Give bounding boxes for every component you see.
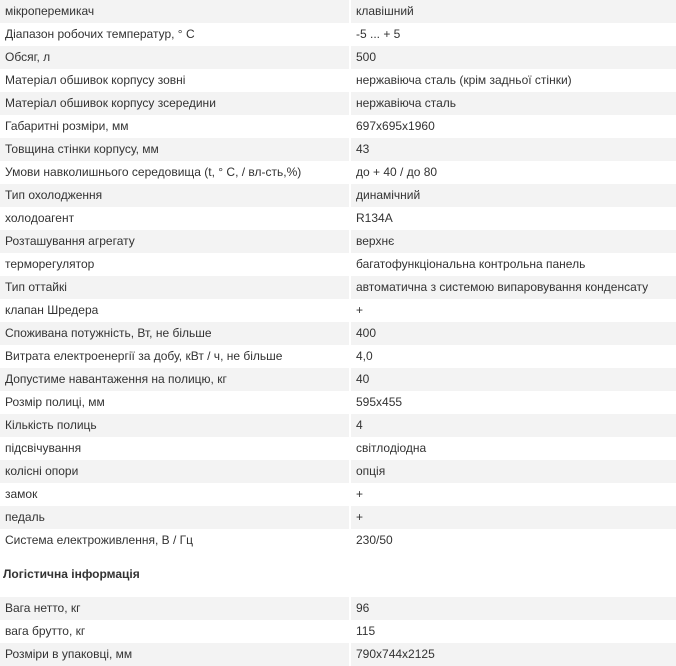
spec-name-cell: колісні опори: [0, 460, 349, 483]
spec-name-cell: Товщина стінки корпусу, мм: [0, 138, 349, 161]
spec-value-cell: -5 ... + 5: [356, 27, 401, 41]
table-row: [0, 207, 676, 230]
spec-name-cell: Кількість полиць: [0, 414, 349, 437]
spec-value-cell: +: [351, 506, 676, 529]
spec-value-cell: 697x695x1960: [356, 119, 435, 133]
table-row: [0, 0, 676, 23]
spec-value-cell: до + 40 / до 80: [356, 165, 438, 179]
table-row: [0, 437, 676, 460]
table-row: [0, 23, 676, 46]
logistics-rows: [0, 597, 676, 666]
table-row: [0, 345, 676, 368]
logistics-section-title: Логістична інформація: [3, 567, 140, 581]
spec-name-cell: Розташування агрегату: [0, 230, 349, 253]
spec-value-cell: нержавіюча сталь (крім задньої стінки): [356, 73, 572, 87]
table-row: [0, 299, 676, 322]
spec-name-cell: Витрата електроенергії за добу, кВт / ч, не більше: [5, 349, 283, 363]
table-row: [0, 368, 676, 391]
spec-name-cell: педаль: [0, 506, 349, 529]
spec-value-cell: 4: [351, 414, 676, 437]
spec-value-cell: клавішний: [351, 0, 676, 23]
spec-value-cell: динамічний: [351, 184, 676, 207]
table-row: [0, 483, 676, 506]
spec-value-cell: автоматична з системою випаровування конденсату: [351, 276, 676, 299]
spec-value-cell: 4,0: [356, 349, 373, 363]
spec-value-cell: нержавіюча сталь: [351, 92, 676, 115]
table-row: [0, 414, 676, 437]
spec-name-cell: Розміри в упаковці, мм: [0, 643, 349, 666]
spec-name-cell: Матеріал обшивок корпусу зсередини: [0, 92, 349, 115]
spec-value-cell: 96: [351, 597, 676, 620]
spec-name-cell: вага брутто, кг: [5, 624, 86, 638]
spec-value-cell: 230/50: [356, 533, 393, 547]
spec-name-cell: Вага нетто, кг: [0, 597, 349, 620]
table-row: [0, 276, 676, 299]
table-row: [0, 161, 676, 184]
spec-name-cell: Умови навколишнього середовища (t, ° C, / вл-сть,%): [5, 165, 302, 179]
spec-name-cell: замок: [5, 487, 38, 501]
table-row: [0, 620, 676, 643]
table-row: [0, 46, 676, 69]
table-row: [0, 506, 676, 529]
spec-value-cell: 595x455: [356, 395, 403, 409]
spec-value-cell: 115: [356, 624, 376, 638]
spec-name-cell: Тип охолодження: [0, 184, 349, 207]
spec-name-cell: Розмір полиці, мм: [5, 395, 105, 409]
spec-value-cell: 40: [351, 368, 676, 391]
spec-value-cell: світлодіодна: [356, 441, 427, 455]
spec-value-cell: багатофункціональна контрольна панель: [356, 257, 586, 271]
spec-name-cell: холодоагент: [5, 211, 75, 225]
spec-value-cell: 43: [351, 138, 676, 161]
table-row: [0, 69, 676, 92]
table-row: [0, 529, 676, 552]
table-row: [0, 597, 676, 620]
spec-value-cell: 400: [351, 322, 676, 345]
spec-value-cell: 790x744x2125: [351, 643, 676, 666]
table-row: [0, 138, 676, 161]
spec-name-cell: підсвічування: [5, 441, 82, 455]
spec-name-cell: Обсяг, л: [0, 46, 349, 69]
table-row: [0, 92, 676, 115]
spec-name-cell: Діапазон робочих температур, ° С: [5, 27, 195, 41]
spec-value-cell: опція: [351, 460, 676, 483]
spec-name-cell: Система електроживлення, В / Гц: [5, 533, 194, 547]
spec-name-cell: клапан Шредера: [5, 303, 99, 317]
table-row: [0, 115, 676, 138]
table-row: [0, 230, 676, 253]
spec-value-cell: +: [356, 487, 364, 501]
spec-name-cell: Матеріал обшивок корпусу зовні: [5, 73, 186, 87]
table-row: [0, 391, 676, 414]
table-row: [0, 322, 676, 345]
spec-value-cell: R134A: [356, 211, 393, 225]
spec-value-cell: верхнє: [351, 230, 676, 253]
table-row: [0, 184, 676, 207]
spec-name-cell: Споживана потужність, Вт, не більше: [0, 322, 349, 345]
spec-name-cell: Габаритні розміри, мм: [5, 119, 129, 133]
spec-name-cell: мікроперемикач: [0, 0, 349, 23]
table-row: [0, 460, 676, 483]
spec-name-cell: Тип оттайкі: [0, 276, 349, 299]
spec-name-cell: Допустиме навантаження на полицю, кг: [0, 368, 349, 391]
spec-value-cell: 500: [351, 46, 676, 69]
table-row: [0, 253, 676, 276]
spec-name-cell: терморегулятор: [5, 257, 95, 271]
spec-value-cell: +: [356, 303, 364, 317]
